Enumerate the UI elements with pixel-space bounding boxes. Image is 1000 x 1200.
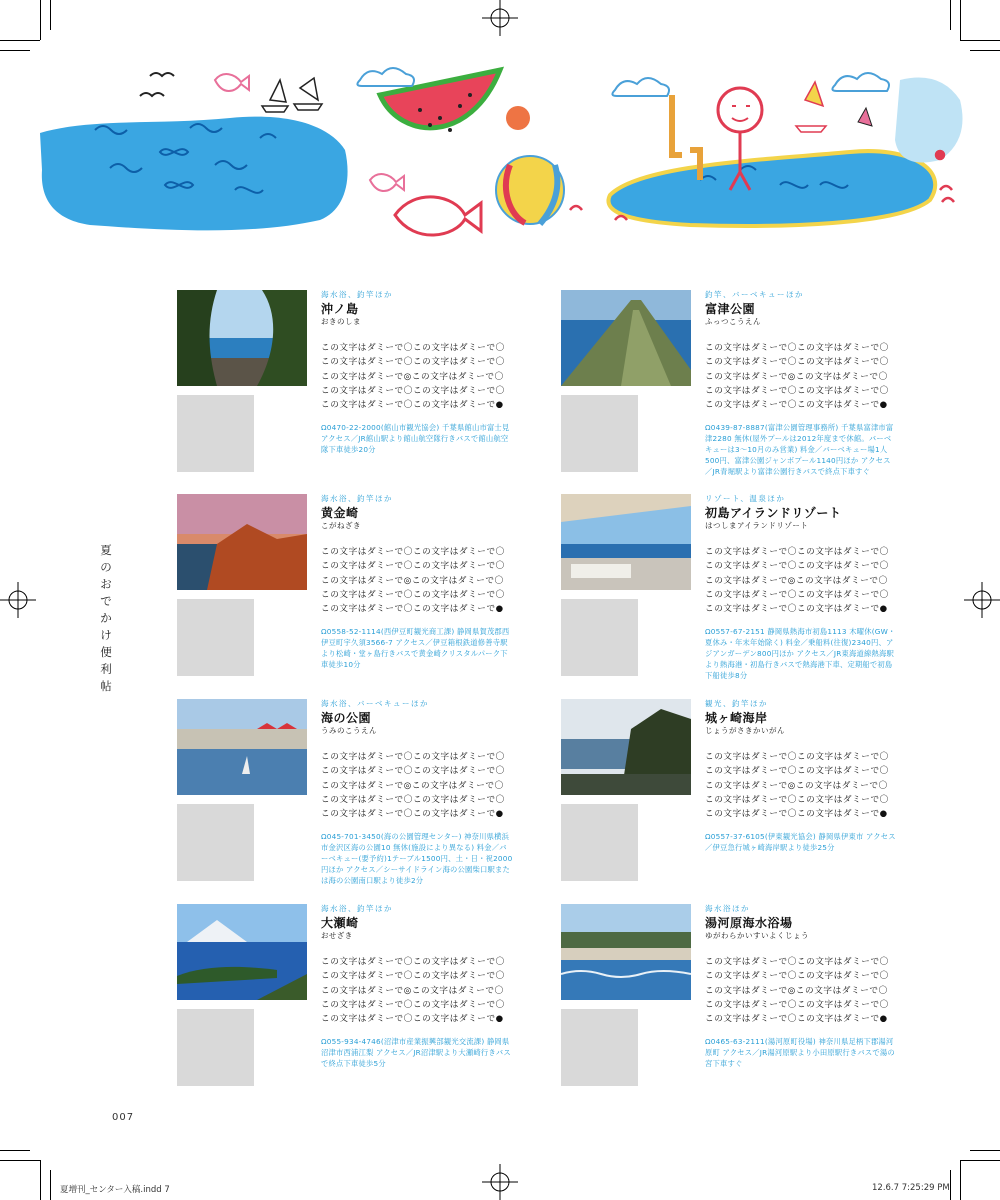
- spot-name: 大瀬崎: [321, 916, 359, 930]
- spot-category: 観光、釣竿ほか: [705, 699, 768, 708]
- spot-description: この文字はダミーで〇この文字はダミーで〇 この文字はダミーで〇この文字はダミーで〇 この文字はダミーで◎この文字はダミーで〇 この文字はダミーで〇この文字はダミーで〇 この文字はダミーで〇この文字はダミーで●: [705, 752, 889, 820]
- spot-description: この文字はダミーで〇この文字はダミーで〇 この文字はダミーで〇この文字はダミーで〇 この文字はダミーで◎この文字はダミーで〇 この文字はダミーで〇この文字はダミーで〇 この文字はダミーで〇この文字はダミーで●: [321, 752, 505, 820]
- spot-reading: こがねざき: [321, 521, 361, 530]
- spot-photo: [561, 494, 691, 590]
- spot-entry: [177, 290, 512, 486]
- crop-mark: [950, 0, 951, 30]
- crop-mark: [40, 1160, 41, 1200]
- spot-name: 黄金崎: [321, 506, 359, 520]
- crop-mark: [0, 1150, 30, 1151]
- summer-banner-illustration: [0, 40, 1000, 260]
- crop-mark: [960, 1160, 1000, 1161]
- spot-contact: Ω0557-67-2151 静岡県熱海市初島1113 木曜休(GW・夏休み・年末年始除く) 料金／乗船料(往復)2340円、アジアンガーデン800円ほか アクセス／JR東海道線熱海駅より熱海港・初島行きバスで熱海港下車、定期船で初島下船徒歩8分: [705, 627, 896, 681]
- print-slug-timestamp: 12.6.7 7:25:29 PM: [872, 1183, 950, 1193]
- spot-info: [705, 904, 897, 1069]
- spot-photo: [177, 290, 307, 386]
- spot-category: 海水浴ほか: [705, 904, 750, 913]
- spot-category: 釣竿、バーベキューほか: [705, 290, 804, 299]
- spot-description: この文字はダミーで〇この文字はダミーで〇 この文字はダミーで〇この文字はダミーで〇 この文字はダミーで◎この文字はダミーで〇 この文字はダミーで〇この文字はダミーで〇 この文字はダミーで〇この文字はダミーで●: [705, 343, 889, 411]
- spot-photo: [177, 699, 307, 795]
- image-placeholder: [561, 395, 638, 472]
- spot-description: この文字はダミーで〇この文字はダミーで〇 この文字はダミーで〇この文字はダミーで〇 この文字はダミーで◎この文字はダミーで〇 この文字はダミーで〇この文字はダミーで〇 この文字はダミーで〇この文字はダミーで●: [321, 343, 505, 411]
- crop-mark: [50, 0, 51, 30]
- registration-mark-icon: [482, 1164, 518, 1200]
- spot-entry: [561, 904, 896, 1100]
- spot-contact: Ω055-934-4746(沼津市産業振興部観光交流課) 静岡県沼津市西浦江梨 アクセス／JR沼津駅より大瀬崎行きバスで終点下車徒歩5分: [321, 1037, 511, 1069]
- registration-mark-icon: [964, 582, 1000, 618]
- spot-reading: うみのこうえん: [321, 726, 377, 735]
- spot-contact: Ω0439-87-8887(富津公園管理事務所) 千葉県富津市富津2280 無休(屋外プールは2012年度まで休館。バーベキューは3～10月のみ営業) 料金／バーベキュー場1人500円、富津公園ジャンボプール1140円ほか アクセス／JR青堀駅より富津公園行きバスで終点下車すぐ: [705, 423, 894, 477]
- crop-mark: [40, 0, 41, 40]
- spot-info: [705, 290, 897, 477]
- spot-photo: [177, 904, 307, 1000]
- spot-name: 初島アイランドリゾート: [705, 506, 842, 520]
- spot-name: 海の公園: [321, 711, 372, 725]
- spot-description: この文字はダミーで〇この文字はダミーで〇 この文字はダミーで〇この文字はダミーで〇 この文字はダミーで◎この文字はダミーで〇 この文字はダミーで〇この文字はダミーで〇 この文字はダミーで〇この文字はダミーで●: [321, 957, 505, 1025]
- spot-category: 海水浴、釣竿ほか: [321, 290, 393, 299]
- spot-contact: Ω0558-52-1114(西伊豆町観光商工課) 静岡県賀茂郡西伊豆町宇久須3566-7 アクセス／伊豆箱根鉄道修善寺駅より松崎・堂ヶ島行きバスで黄金崎クリスタルパーク下車徒歩10分: [321, 627, 510, 670]
- print-slug-filename: 夏増刊_センター入稿.indd 7: [60, 1185, 170, 1195]
- spot-contact: Ω0470-22-2000(館山市観光協会) 千葉県館山市富士見 アクセス／JR館山駅より館山航空隊行きバスで館山航空隊下車徒歩20分: [321, 423, 510, 455]
- registration-mark-icon: [482, 0, 518, 36]
- spot-reading: はつしまアイランドリゾート: [705, 521, 809, 530]
- image-placeholder: [561, 804, 638, 881]
- registration-mark-icon: [0, 582, 36, 618]
- image-placeholder: [177, 804, 254, 881]
- spot-info: [321, 290, 513, 455]
- page-number: 007: [112, 1112, 135, 1123]
- spot-description: この文字はダミーで〇この文字はダミーで〇 この文字はダミーで〇この文字はダミーで〇 この文字はダミーで◎この文字はダミーで〇 この文字はダミーで〇この文字はダミーで〇 この文字はダミーで〇この文字はダミーで●: [321, 547, 505, 615]
- crop-mark: [50, 1170, 51, 1200]
- spot-entry: [177, 699, 512, 895]
- spot-name: 沖ノ島: [321, 302, 359, 316]
- spot-category: リゾート、温泉ほか: [705, 494, 786, 503]
- spot-category: 海水浴、釣竿ほか: [321, 494, 393, 503]
- spot-reading: おきのしま: [321, 317, 361, 326]
- crop-mark: [950, 1170, 951, 1200]
- spot-category: 海水浴、バーベキューほか: [321, 699, 429, 708]
- spot-entry: [177, 904, 512, 1100]
- image-placeholder: [177, 1009, 254, 1086]
- vertical-section-title: 夏のおでかけ便利帖: [100, 543, 112, 693]
- spot-info: [705, 494, 897, 681]
- spot-name: 富津公園: [705, 302, 756, 316]
- spot-photo: [561, 699, 691, 795]
- spot-info: [321, 699, 513, 886]
- image-placeholder: [561, 599, 638, 676]
- spot-name: 湯河原海水浴場: [705, 916, 793, 930]
- spot-entry: [177, 494, 512, 690]
- crop-mark: [970, 1150, 1000, 1151]
- spot-info: [321, 904, 513, 1069]
- spot-description: この文字はダミーで〇この文字はダミーで〇 この文字はダミーで〇この文字はダミーで〇 この文字はダミーで◎この文字はダミーで〇 この文字はダミーで〇この文字はダミーで〇 この文字はダミーで〇この文字はダミーで●: [705, 957, 889, 1025]
- spot-name: 城ヶ崎海岸: [705, 711, 768, 725]
- image-placeholder: [177, 395, 254, 472]
- spot-description: この文字はダミーで〇この文字はダミーで〇 この文字はダミーで〇この文字はダミーで〇 この文字はダミーで◎この文字はダミーで〇 この文字はダミーで〇この文字はダミーで〇 この文字はダミーで〇この文字はダミーで●: [705, 547, 889, 615]
- spot-contact: Ω0557-37-6105(伊東観光協会) 静岡県伊東市 アクセス／伊豆急行城ヶ崎海岸駅より徒歩25分: [705, 832, 896, 853]
- spot-reading: じょうがさきかいがん: [705, 726, 785, 735]
- spot-contact: Ω0465-63-2111(湯河原町役場) 神奈川県足柄下郡湯河原町 アクセス／JR湯河原駅より小田原駅行きバスで湯の宮下車すぐ: [705, 1037, 895, 1069]
- crop-mark: [960, 0, 961, 40]
- spot-photo: [561, 290, 691, 386]
- spot-entry: [561, 494, 896, 690]
- spot-photo: [561, 904, 691, 1000]
- spot-entry: [561, 290, 896, 486]
- spot-entry: [561, 699, 896, 895]
- crop-mark: [960, 1160, 961, 1200]
- spot-info: [321, 494, 513, 670]
- spot-reading: ふっつこうえん: [705, 317, 761, 326]
- spot-contact: Ω045-701-3450(海の公園管理センター) 神奈川県横浜市金沢区海の公園10 無休(施設により異なる) 料金／バーベキュー(要予約)1テーブル1500円、土・日・祝2000円ほか アクセス／シーサイドライン海の公園柴口駅または海の公園南口駅より徒歩2分: [321, 832, 513, 886]
- spot-category: 海水浴、釣竿ほか: [321, 904, 393, 913]
- spot-reading: ゆがわらかいすいよくじょう: [705, 931, 809, 940]
- image-placeholder: [177, 599, 254, 676]
- crop-mark: [0, 1160, 40, 1161]
- spot-photo: [177, 494, 307, 590]
- spot-reading: おせざき: [321, 931, 353, 940]
- image-placeholder: [561, 1009, 638, 1086]
- spot-info: [705, 699, 897, 853]
